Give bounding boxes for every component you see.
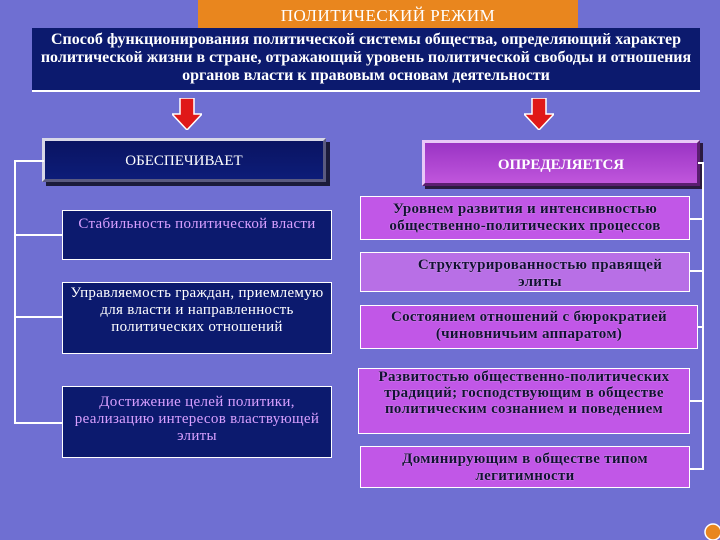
left-connector — [14, 422, 62, 424]
right-connector — [690, 400, 704, 402]
diagram-title: ПОЛИТИЧЕСКИЙ РЕЖИМ — [198, 0, 578, 30]
right-bracket-line — [702, 162, 704, 470]
right-item-bureaucracy: Состоянием отношений с бюрократией (чиновничьим аппаратом) — [360, 305, 698, 349]
right-item-legitimacy: Доминирующим в обществе типом легитимности — [360, 446, 690, 488]
provides-header: ОБЕСПЕЧИВАЕТ — [42, 138, 326, 182]
left-connector — [14, 234, 62, 236]
right-connector — [690, 218, 704, 220]
corner-badge-icon — [701, 520, 720, 540]
left-item-stability: Стабильность политической власти — [62, 210, 332, 260]
left-down-arrow-icon — [172, 98, 202, 130]
right-item-development: Уровнем развития и интенсивностью общественно-политических процессов — [360, 196, 690, 240]
left-item-goals: Достижение целей политики, реализацию интересов властвующей элиты — [62, 386, 332, 458]
right-connector — [690, 270, 704, 272]
left-connector — [14, 160, 44, 162]
right-connector — [698, 326, 704, 328]
right-down-arrow-icon — [524, 98, 554, 130]
determined-by-header: ОПРЕДЕЛЯЕТСЯ — [422, 140, 700, 186]
right-item-traditions: Развитостью общественно-политических традиций; господствующим в обществе политическим сознанием и поведением — [358, 368, 690, 434]
left-item-governability: Управляемость граждан, приемлемую для власти и направленность политических отношений — [62, 282, 332, 354]
left-bracket-line — [14, 160, 16, 424]
right-connector — [698, 162, 704, 164]
left-connector — [14, 316, 62, 318]
right-item-elite: Структурированностью правящей элиты — [360, 252, 690, 292]
right-connector — [690, 468, 704, 470]
definition-box: Способ функционирования политической системы общества, определяющий характер политической жизни в стране, отражающий уровень политической свободы и отношения органов власти к правовым основам деятельности — [32, 28, 700, 92]
